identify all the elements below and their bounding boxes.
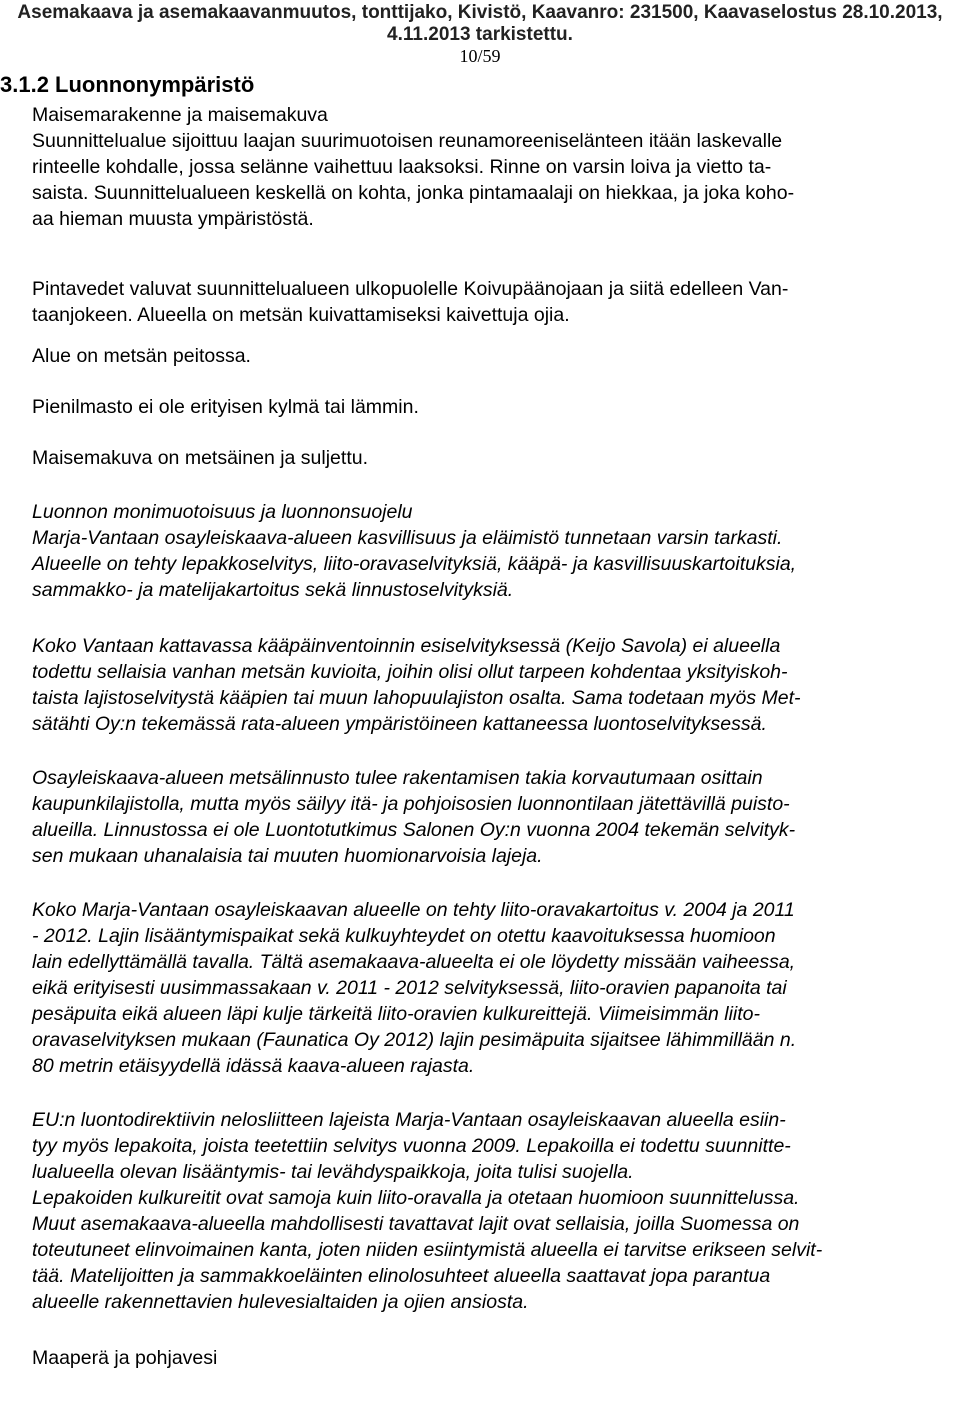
text-line: rinteelle kohdalle, jossa selänne vaihettuu laaksoksi. Rinne on varsin loiva ja vietto ta- [32,156,772,178]
text-line: Alueelle on tehty lepakkoselvitys, liito-oravaselvityksiä, kääpä- ja kasvillisuuskartoituksia, [32,553,797,575]
text-line: todettu sellaisia vanhan metsän kuvioita, joihin olisi ollut tarpeen kohdentaa yksityiskoh- [32,661,788,683]
text-line: Koko Marja-Vantaan osayleiskaavan alueelle on tehty liito-oravakartoitus v. 2004 ja 2011 [32,899,795,921]
text-line: Suunnittelualue sijoittuu laajan suurimuotoisen reunamoreeniselänteen itään laskevalle [32,130,783,152]
text-line: Marja-Vantaan osayleiskaava-alueen kasvillisuus ja eläimistö tunnetaan varsin tarkasti. [32,527,783,549]
section-heading: 3.1.2 Luonnonympäristö [0,72,255,97]
text-line: sätähti Oy:n tekemässä rata-alueen ympäristöineen kattaneessa luontoselvityksessä. [32,713,767,735]
text-line: alueelle rakennettavien hulevesialtaiden ja ojien ansiosta. [32,1291,529,1313]
text-line: Maisemakuva on metsäinen ja suljettu. [32,447,369,469]
page-number: 10/59 [459,46,501,66]
document-body [32,76,952,1371]
paragraph-biodiversity [32,499,952,603]
text-line: kaupunkilajistolla, mutta myös säilyy itä- ja pohjoisosien luonnontilaan jätettävillä puisto- [32,793,790,815]
text-line: Muut asemakaava-alueella mahdollisesti tavattavat lajit ovat sellaisia, joilla Suomessa on [32,1213,800,1235]
text-line: 80 metrin etäisyydellä idässä kaava-alueen rajasta. [32,1055,475,1077]
text-line: toteutuneet elinvoimainen kanta, joten niiden esiintymistä alueella ei tarvitse erikseen selvit- [32,1239,823,1261]
header-line-1: Asemakaava ja asemakaavanmuutos, tonttijako, Kivistö, Kaavanro: 231500, Kaavaselostus 28.10.2013, [17,2,943,23]
text-line: eikä erityisesti uusimmassakaan v. 2011 - 2012 selvityksessä, liito-oravien papanoita tai [32,977,787,999]
text-line: tyy myös lepakoita, joista teetettiin selvitys vuonna 2009. Lepakoilla ei todettu suunnitte- [32,1135,791,1157]
text-line: taista lajistoselvitystä kääpien tai muun lahopuulajiston osalta. Sama todetaan myös Met- [32,687,801,709]
document-header [0,2,960,46]
text-line: sen mukaan uhanalaisia tai muuten huomionarvoisia lajeja. [32,845,543,867]
paragraph-waters [32,276,952,471]
text-line: Pienilmasto ei ole erityisen kylmä tai lämmin. [32,396,419,418]
text-line: Luonnon monimuotoisuus ja luonnonsuojelu [32,501,413,523]
text-line: Pintavedet valuvat suunnittelualueen ulkopuolelle Koivupäänojaan ja siitä edelleen Van- [32,278,789,300]
text-line: aa hieman muusta ympäristöstä. [32,208,314,230]
paragraph-landscape [32,102,952,232]
text-line: Koko Vantaan kattavassa kääpäinventoinnin esiselvityksessä (Keijo Savola) ei alueella [32,635,781,657]
text-line: alueilla. Linnustossa ei ole Luontotutkimus Salonen Oy:n vuonna 2004 tekemän selvityk- [32,819,796,841]
text-line: - 2012. Lajin lisääntymispaikat sekä kulkuyhteydet on otettu kaavoituksessa huomioon [32,925,776,947]
text-line: sammakko- ja matelijakartoitus sekä linnustoselvityksiä. [32,579,514,601]
header-line-2: 4.11.2013 tarkistettu. [387,24,573,45]
text-line: Osayleiskaava-alueen metsälinnusto tulee rakentamisen takia korvautumaan osittain [32,767,763,789]
paragraph-bats [32,1107,952,1315]
paragraph-flying-squirrel [32,897,952,1079]
text-line: pesäpuita eikä alueen läpi kulje tärkeitä liito-oravien kulkureittejä. Viimeisimmän liito- [32,1003,760,1025]
text-line: taanjokeen. Alueella on metsän kuivattamiseksi kaivettuja ojia. [32,304,570,326]
subheading-soil-groundwater [32,1345,952,1371]
text-line: tää. Matelijoitten ja sammakkoeläinten elinolosuhteet alueella saattavat jopa parantua [32,1265,771,1287]
text-line: saista. Suunnittelualueen keskellä on kohta, jonka pintamaalaji on hiekkaa, ja joka koho- [32,182,795,204]
paragraph-birds [32,765,952,869]
paragraph-polypore [32,633,952,737]
text-line: Alue on metsän peitossa. [32,345,251,367]
text-line: Lepakoiden kulkureitit ovat samoja kuin liito-oravalla ja otetaan huomioon suunnittelussa. [32,1187,800,1209]
text-line: lain edellyttämällä tavalla. Tältä asemakaava-alueelta ei ole löydetty missään vaiheessa, [32,951,796,973]
text-line: EU:n luontodirektiivin nelosliitteen lajeista Marja-Vantaan osayleiskaavan alueella esiin- [32,1109,786,1131]
text-line: Maaperä ja pohjavesi [32,1347,218,1369]
text-line: Maisemarakenne ja maisemakuva [32,104,328,126]
text-line: oravaselvityksen mukaan (Faunatica Oy 2012) lajin pesimäpuita sijaitsee lähimmillään n. [32,1029,797,1051]
text-line: lualueella olevan lisääntymis- tai levähdyspaikkoja, joita tulisi suojella. [32,1161,634,1183]
